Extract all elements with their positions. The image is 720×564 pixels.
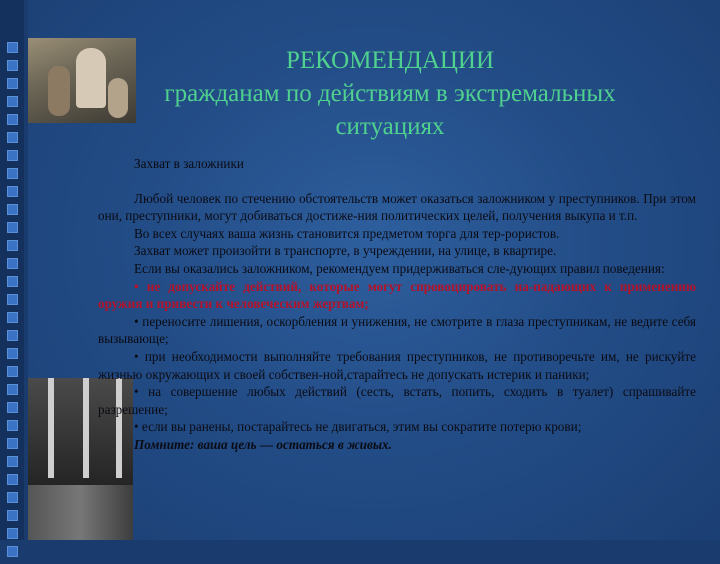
rule-item: • переносите лишения, оскорбления и унижения, не смотрите в глаза преступникам, не ведите себя вызывающе; [98, 313, 696, 347]
closing-remark: Помните: ваша цель — остаться в живых. [134, 436, 392, 452]
paragraph: Если вы оказались заложником, рекомендуем придерживаться сле-дующих правил поведения: [134, 260, 665, 276]
photo-rubble [28, 485, 133, 540]
photo-figure [76, 48, 106, 108]
square-icon [7, 420, 18, 431]
square-icon [7, 258, 18, 269]
section-subheading: Захват в заложники [134, 156, 244, 171]
slide-title [120, 44, 660, 143]
square-icon [7, 204, 18, 215]
square-icon [7, 384, 18, 395]
photo-figure [48, 66, 70, 116]
rule-warning: • не допускайте действий, которые могут спровоцировать на-падающих к применению оружия и привести к человеческим жертвам; [98, 278, 696, 312]
square-icon [7, 546, 18, 557]
rule-item: • если вы ранены, постарайтесь не двигаться, этим вы сократите потерю крови; [134, 419, 582, 435]
recommendations-text [98, 155, 696, 454]
rule-item: • при необходимости выполняйте требования преступников, не противоречьте им, не рискуйте жизнью окружающих и своей собствен-ной,старайтесь не допускать истерик и паники; [98, 348, 696, 382]
paragraph: Любой человек по стечению обстоятельств может оказаться заложником у преступников. При этом они, преступники, могут добиваться достиже-ния политических целей, получения выкупа и т.п. [98, 190, 696, 224]
square-icon [7, 96, 18, 107]
photo-window-bar [48, 378, 54, 478]
square-icon [7, 528, 18, 539]
title-line-2: гражданам по действиям в экстремальных [164, 80, 616, 107]
paragraph: Во всех случаях ваша жизнь становится предметом торга для тер-рористов. [134, 225, 560, 241]
square-icon [7, 438, 18, 449]
square-icon [7, 168, 18, 179]
square-icon [7, 132, 18, 143]
rule-item: • на совершение любых действий (сесть, встать, попить, сходить в туалет) спрашивайте разрешение; [98, 384, 696, 417]
square-icon [7, 186, 18, 197]
paragraph: Захват может произойти в транспорте, в учреждении, на улице, в квартире. [134, 243, 557, 259]
square-icon [7, 276, 18, 287]
photo-window-bar [83, 378, 89, 478]
square-icon [7, 294, 18, 305]
bullet-squares-column [3, 42, 21, 564]
square-icon [7, 348, 18, 359]
square-icon [7, 150, 18, 161]
square-icon [7, 510, 18, 521]
square-icon [7, 114, 18, 125]
square-icon [7, 240, 18, 251]
square-icon [7, 402, 18, 413]
title-line-3: ситуациях [335, 113, 445, 140]
square-icon [7, 492, 18, 503]
square-icon [7, 60, 18, 71]
square-icon [7, 222, 18, 233]
square-icon [7, 456, 18, 467]
square-icon [7, 366, 18, 377]
square-icon [7, 312, 18, 323]
square-icon [7, 330, 18, 341]
square-icon [7, 474, 18, 485]
square-icon [7, 78, 18, 89]
title-line-1: РЕКОМЕНДАЦИИ [285, 47, 495, 74]
square-icon [7, 42, 18, 53]
left-decorative-strip [0, 0, 24, 540]
